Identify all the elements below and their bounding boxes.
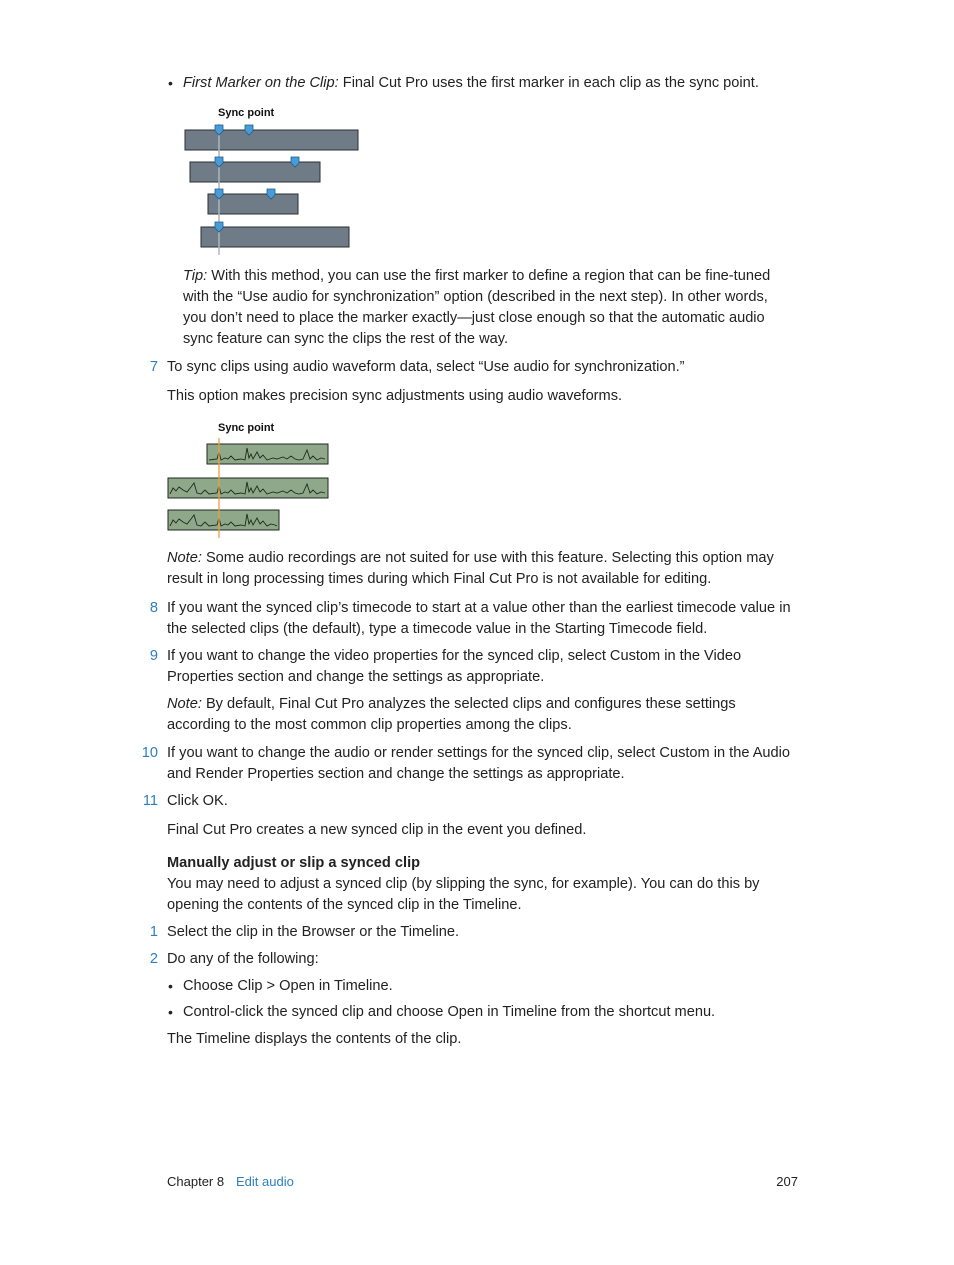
step-text: If you want to change the audio or render settings for the synced clip, select Custom in the Audio and Render Properties section and change the settings as appropriate. <box>167 745 791 782</box>
note-lead: Note: <box>167 696 202 712</box>
bullet-dot: • <box>168 1004 173 1020</box>
waveform-clip <box>207 444 328 464</box>
step-number: 11 <box>142 793 158 809</box>
figure2-waveform-diagram <box>165 438 335 538</box>
bullet-first-marker <box>183 73 803 94</box>
step-number: 10 <box>141 745 158 761</box>
note-text: Some audio recordings are not suited for use with this feature. Selecting this option may result in long processing times during which Final Cut Pro is not available for editing. <box>167 550 774 587</box>
figure1-label: Sync point <box>218 107 275 119</box>
step-detail: This option makes precision sync adjustments using audio waveforms. <box>167 388 623 404</box>
sub-bullet: Control-click the synced clip and choose Open in Timeline from the shortcut menu. <box>183 1004 716 1020</box>
step-number: 2 <box>149 951 158 967</box>
sub-bullet: Choose Clip > Open in Timeline. <box>183 978 393 994</box>
section-intro: You may need to adjust a synced clip (by slipping the sync, for example). You can do this by opening the contents of the synced clip in the Timeline. <box>167 876 760 913</box>
note-paragraph <box>167 548 792 590</box>
figure2-label: Sync point <box>218 422 275 434</box>
clip-bars <box>185 130 358 247</box>
step-text: Select the clip in the Browser or the Timeline. <box>167 924 460 940</box>
bullet-dot: • <box>168 75 173 91</box>
tip-lead: Tip: <box>183 268 208 284</box>
figure1-marker-diagram <box>180 120 370 260</box>
clip-bar <box>190 162 320 182</box>
step-number: 7 <box>149 359 158 375</box>
bullet-lead: First Marker on the Clip: <box>183 75 339 91</box>
clip-bar <box>201 227 349 247</box>
result-text: The Timeline displays the contents of the clip. <box>167 1031 462 1047</box>
tip-text: With this method, you can use the first marker to define a region that can be fine-tuned with the “Use audio for synchronization” option (described in the next step). In other words, you don’t need to place the marker exactly—just close enough so that the automatic audio sync feature can sync the clips the rest of the way. <box>183 268 771 347</box>
bullet-dot: • <box>168 978 173 994</box>
step-detail: Final Cut Pro creates a new synced clip in the event you defined. <box>167 822 587 838</box>
step-number: 8 <box>149 600 158 616</box>
footer-section-link[interactable]: Edit audio <box>236 1174 294 1189</box>
tip-paragraph <box>183 266 793 350</box>
bullet-text: Final Cut Pro uses the first marker in each clip as the sync point. <box>338 75 759 91</box>
footer-chapter: Chapter 8 <box>167 1174 225 1189</box>
step-text: To sync clips using audio waveform data, select “Use audio for synchronization.” <box>167 359 685 375</box>
step-number: 9 <box>149 648 158 664</box>
clip-bar <box>185 130 358 150</box>
note-text: By default, Final Cut Pro analyzes the selected clips and configures these settings according to the most common clip properties among the clips. <box>167 696 736 733</box>
step-number: 1 <box>149 924 158 940</box>
step-text: If you want to change the video properties for the synced clip, select Custom in the Video Properties section and change the settings as appropriate. <box>167 648 742 685</box>
section-heading: Manually adjust or slip a synced clip <box>167 855 421 871</box>
waveform-clip <box>168 510 279 530</box>
note-paragraph <box>167 694 792 736</box>
step-text: Do any of the following: <box>167 951 319 967</box>
step-text: If you want the synced clip’s timecode to start at a value other than the earliest timecode value in the selected clips (the default), type a timecode value in the Starting Timecode field. <box>167 600 791 637</box>
note-lead: Note: <box>167 550 202 566</box>
step-text: Click OK. <box>167 793 228 809</box>
page-number: 207 <box>776 1174 798 1189</box>
